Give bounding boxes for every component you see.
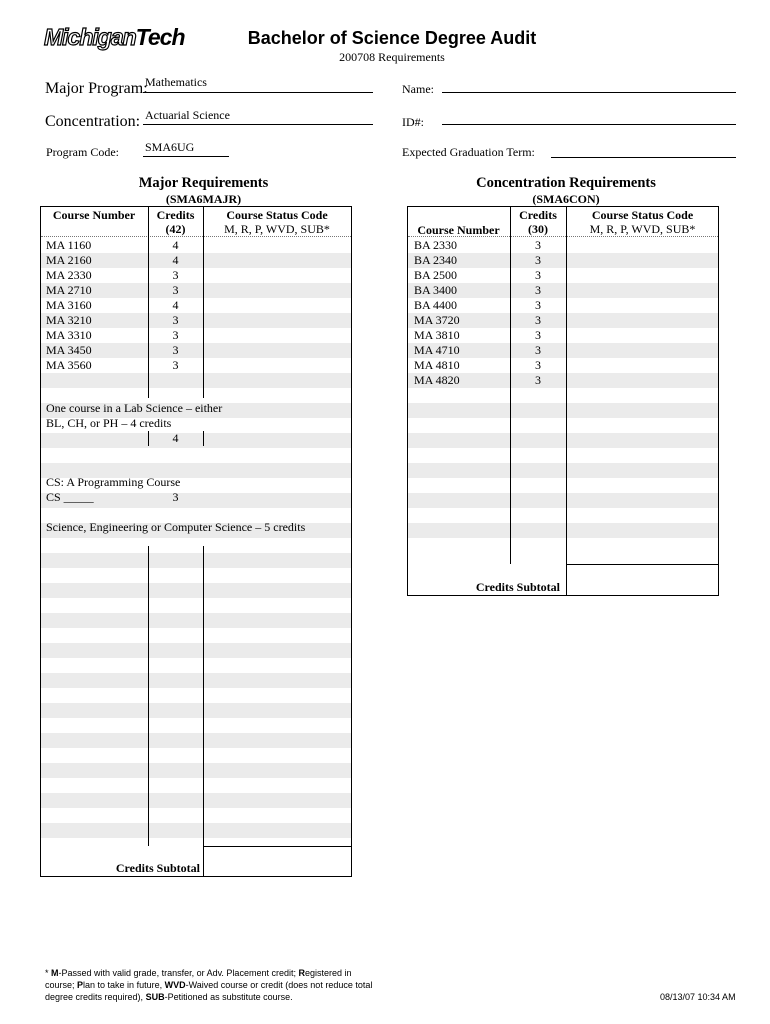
program-code-label: Program Code: — [46, 145, 119, 159]
major-stripe — [41, 733, 351, 748]
course-credits: 3 — [535, 343, 541, 357]
course-number: BA 2500 — [414, 268, 458, 282]
course-number: MA 3560 — [46, 358, 92, 372]
course-number: MA 3310 — [46, 328, 92, 342]
major-stripe — [41, 583, 351, 598]
major-program-label: Major Program: — [45, 80, 148, 97]
course-credits: 3 — [535, 358, 541, 372]
status-code-legend: * M-Passed with valid grade, transfer, or Adv. Placement credit; Registered in course; Plan to take in future, WVD-Waived course or credit (does not reduce total degree credits required), SUB-Petitioned as substitute course. — [45, 968, 373, 1002]
concentration-requirements-title: Concentration Requirements — [476, 175, 656, 191]
major-subtotal-box[interactable] — [203, 846, 351, 847]
conc-stripe — [408, 523, 718, 538]
major-col-status-header: Course Status Code M, R, P, WVD, SUB* — [224, 208, 330, 236]
lab-science-note: One course in a Lab Science – either — [46, 401, 223, 415]
conc-credits-subtotal-label: Credits Subtotal — [475, 580, 560, 594]
program-code-value[interactable]: SMA6UG — [145, 140, 195, 154]
major-credits-subtotal-label: Credits Subtotal — [115, 861, 200, 875]
course-number: MA 3450 — [46, 343, 92, 357]
cs-note: CS: A Programming Course — [46, 475, 181, 489]
major-col-credits-header: Credits (42) — [156, 208, 195, 236]
major-requirements-code: (SMA6MAJR) — [165, 192, 242, 206]
course-credits: 3 — [535, 253, 541, 267]
course-credits: 3 — [172, 328, 179, 342]
conc-stripe — [408, 433, 718, 448]
course-number: MA 2160 — [46, 253, 92, 267]
course-credits: 3 — [535, 268, 541, 282]
concentration-value[interactable]: Actuarial Science — [145, 108, 230, 122]
course-credits: 3 — [172, 313, 179, 327]
name-label: Name: — [402, 82, 434, 96]
logo-michigan: Michigan — [44, 24, 136, 50]
major-vline-7 — [148, 546, 149, 846]
conc-col-course-header: Course Number — [417, 223, 500, 237]
course-credits: 3 — [172, 358, 179, 372]
conc-subtotal-box[interactable] — [566, 564, 719, 565]
conc-vline-2 — [566, 206, 567, 596]
course-number: MA 4820 — [414, 373, 460, 387]
concentration-requirements-code: (SMA6CON) — [532, 192, 600, 206]
name-field[interactable] — [442, 92, 736, 93]
course-number: BA 3400 — [414, 283, 458, 297]
course-credits: 3 — [535, 328, 541, 342]
conc-col-credits-header: Credits (30) — [519, 208, 557, 236]
course-credits: 3 — [535, 283, 541, 297]
grad-term-label: Expected Graduation Term: — [402, 145, 535, 159]
course-credits: 3 — [535, 298, 541, 312]
course-number: BA 4400 — [414, 298, 458, 312]
major-stripe — [41, 823, 351, 838]
course-credits: 3 — [172, 268, 179, 282]
major-vline-4 — [203, 238, 204, 398]
course-credits: 4 — [172, 298, 179, 312]
major-vline-6 — [203, 431, 204, 446]
major-stripe — [41, 643, 351, 658]
major-stripe — [41, 553, 351, 568]
course-number: MA 1160 — [46, 238, 92, 252]
major-stripe — [41, 793, 351, 808]
id-label: ID#: — [402, 115, 424, 129]
course-number: MA 3160 — [46, 298, 92, 312]
course-number: MA 2330 — [46, 268, 92, 282]
print-timestamp: 08/13/07 10:34 AM — [660, 992, 736, 1002]
course-number: BA 2340 — [414, 253, 458, 267]
major-program-line — [143, 92, 373, 93]
major-stripe — [41, 373, 351, 388]
cs-credits: 3 — [172, 490, 179, 504]
id-field[interactable] — [442, 124, 736, 125]
course-number: MA 4710 — [414, 343, 460, 357]
concentration-line — [143, 124, 373, 125]
course-number: MA 3210 — [46, 313, 92, 327]
course-credits: 4 — [172, 238, 179, 252]
logo-tech: Tech — [135, 24, 185, 50]
course-number: MA 3720 — [414, 313, 460, 327]
major-stripe — [41, 673, 351, 688]
course-credits: 4 — [172, 253, 179, 267]
course-number: MA 2710 — [46, 283, 92, 297]
conc-stripe — [408, 493, 718, 508]
course-credits: 3 — [172, 343, 179, 357]
science-elective-note: Science, Engineering or Computer Science – 5 credits — [46, 520, 306, 534]
course-credits: 3 — [535, 313, 541, 327]
lab-science-note-2: BL, CH, or PH – 4 credits — [46, 416, 172, 430]
page-title: Bachelor of Science Degree Audit — [247, 28, 537, 48]
major-header-divider — [41, 236, 351, 237]
conc-stripe — [408, 463, 718, 478]
major-vline-8 — [203, 546, 204, 876]
major-vline-2 — [203, 206, 204, 238]
major-requirements-title: Major Requirements — [138, 175, 269, 191]
grad-term-field[interactable] — [551, 157, 736, 158]
cs-course[interactable]: CS _____ — [46, 490, 94, 504]
page-subtitle: 200708 Requirements — [339, 50, 445, 64]
conc-header-divider — [408, 236, 718, 237]
course-credits: 3 — [172, 283, 179, 297]
major-program-value[interactable]: Mathematics — [145, 75, 207, 89]
program-code-line — [143, 156, 229, 157]
lab-science-credits: 4 — [172, 431, 179, 445]
major-stripe — [41, 613, 351, 628]
course-credits: 3 — [535, 238, 541, 252]
course-number: MA 4810 — [414, 358, 460, 372]
course-number: BA 2330 — [414, 238, 458, 252]
concentration-label: Concentration: — [45, 113, 141, 130]
conc-col-status-header: Course Status Code M, R, P, WVD, SUB* — [589, 208, 696, 236]
conc-stripe — [408, 403, 718, 418]
course-credits: 3 — [535, 373, 541, 387]
major-vline-1 — [148, 206, 149, 238]
major-col-course-header: Course Number — [52, 208, 136, 222]
course-number: MA 3810 — [414, 328, 460, 342]
major-stripe — [41, 763, 351, 778]
major-stripe — [41, 703, 351, 718]
